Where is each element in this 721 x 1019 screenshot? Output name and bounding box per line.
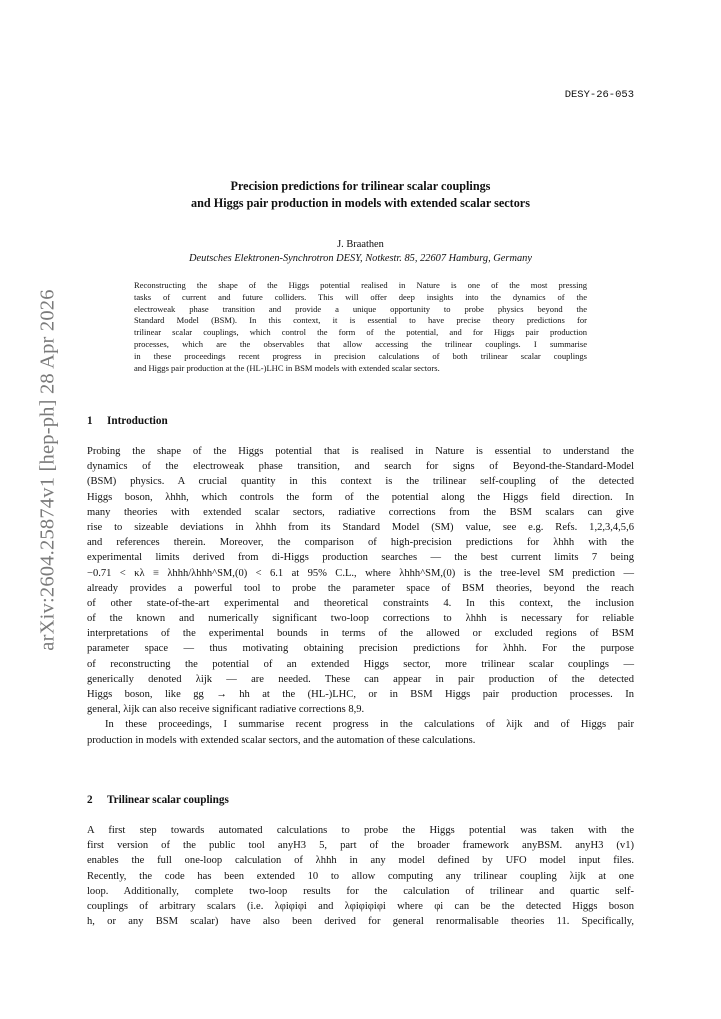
body-line: general, λijk can also receive significant radiative corrections 8,9.	[87, 704, 365, 716]
body-line: enables the full one-loop calculation of λhhh in any model defined by UFO model input files.	[87, 855, 634, 867]
section-heading-introduction	[87, 415, 168, 427]
abstract-line: trilinear scalar couplings, which control the form of the potential, and for Higgs pair production	[134, 327, 587, 338]
body-line: production in models with extended scalar sectors, and the automation of these calculations.	[87, 734, 476, 746]
body-line: Higgs boson, like gg → hh at the (HL-)LHC, or in BSM Higgs pair production processes. In	[87, 689, 634, 700]
body-line: Recently, the code has been extended 10 to allow computing any trilinear coupling λijk at one	[87, 870, 634, 882]
abstract-line: electroweak phase transition and provide a unique opportunity to probe physics beyond the	[134, 303, 587, 314]
paper-title	[87, 178, 634, 212]
body-line: couplings of arbitrary scalars (i.e. λφiφiφi and λφiφiφiφi where φi can be the detected Higgs boson	[87, 900, 634, 912]
section-heading-trilinear-couplings	[87, 794, 229, 806]
author-name: J. Braathen	[337, 239, 384, 250]
body-line: many theories with extended scalar sectors, radiative corrections from the BSM scalars can give	[87, 506, 634, 518]
body-line: interpretations of the experimental bounds in terms of the allowed or excluded regions of BSM	[87, 628, 634, 640]
body-line: generically denoted λijk — are needed. These can appear in pair production of the detected	[87, 673, 634, 685]
arxiv-identifier-stamp: arXiv:2604.25874v1 [hep-ph] 28 Apr 2026	[36, 289, 59, 651]
introduction-body	[87, 444, 634, 748]
body-line: experimental limits derived from di-Higgs production searches — the best current limits 7 being	[87, 552, 634, 564]
section-number: 2	[87, 794, 93, 806]
section-number: 1	[87, 415, 93, 427]
abstract-line: Standard Model (BSM). In this context, it is essential to have precise theory predictions for	[134, 315, 587, 326]
body-line: −0.71 < κλ ≡ λhhh/λhhh^SM,(0) < 6.1 at 95% C.L., where λhhh^SM,(0) is the tree-level SM prediction —	[87, 567, 634, 579]
body-line: (BSM) physics. A crucial quantity in this context is the trilinear self-coupling of the detected	[87, 476, 634, 488]
body-line: loop. Additionally, complete two-loop results for the calculation of trilinear and quartic self-	[87, 885, 634, 897]
abstract-line: Reconstructing the shape of the Higgs potential realised in Nature is one of the most pressing	[134, 280, 587, 290]
title-line: and Higgs pair production in models with extended scalar sectors	[191, 196, 530, 210]
abstract	[134, 280, 587, 374]
body-line: Probing the shape of the Higgs potential that is realised in Nature is essential to understand the	[87, 446, 634, 457]
report-number: DESY-26-053	[564, 89, 634, 101]
abstract-line: processes, which are the observables that allow accessing the trilinear couplings. I summarise	[134, 338, 587, 349]
body-line: parameter space — thus motivating obtaining precision predictions for λhhh. For the purpose	[87, 643, 634, 655]
abstract-line: and Higgs pair production at the (HL-)LHC in BSM models with extended scalar sectors.	[134, 362, 440, 373]
section-title: Introduction	[107, 415, 168, 427]
body-line: already provides a powerful tool to probe the parameter space of BSM theories, beyond the reach	[87, 582, 634, 594]
body-line: rise to sizeable deviations in λhhh from its Standard Model (SM) value, see e.g. Refs. 1,2,3,4,5,6	[87, 521, 634, 533]
author-affiliation: Deutsches Elektronen-Synchrotron DESY, Notkestr. 85, 22607 Hamburg, Germany	[189, 253, 532, 264]
body-line: of reconstructing the potential of an extended Higgs sector, more trilinear scalar couplings —	[87, 658, 634, 670]
body-line: of other state-of-the-art experimental and theoretical constraints 4. In this context, the inclusion	[87, 597, 634, 609]
body-line: dynamics of the electroweak phase transition, and search for signs of Beyond-the-Standard-Model	[87, 461, 634, 473]
section-title: Trilinear scalar couplings	[107, 794, 229, 806]
abstract-line: in these proceedings recent progress in precision calculations of both trilinear scalar couplings	[134, 350, 587, 361]
body-line: h, or any BSM scalar) have also been derived for general renormalisable theories 11. Specifically,	[87, 916, 634, 928]
body-line: A first step towards automated calculations to probe the Higgs potential was taken with the	[87, 825, 634, 836]
body-line: and references therein. Moreover, the comparison of high-precision predictions for λhhh with the	[87, 537, 634, 549]
section2-body	[87, 823, 634, 929]
body-line: Higgs boson, λhhh, which controls the form of the potential along the Higgs field direction. In	[87, 491, 634, 503]
body-line: In these proceedings, I summarise recent progress in the calculations of λijk and of Higgs pair	[105, 719, 634, 731]
abstract-line: tasks of current and future colliders. This will offer deep insights into the dynamics of the	[134, 291, 587, 302]
body-line: of the known and numerically significant two-loop corrections to λhhh is necessary for reliable	[87, 613, 634, 625]
title-line: Precision predictions for trilinear scalar couplings	[230, 179, 491, 193]
body-line: first version of the public tool anyH3 5, part of the broader framework anyBSM. anyH3 (v1)	[87, 840, 634, 852]
